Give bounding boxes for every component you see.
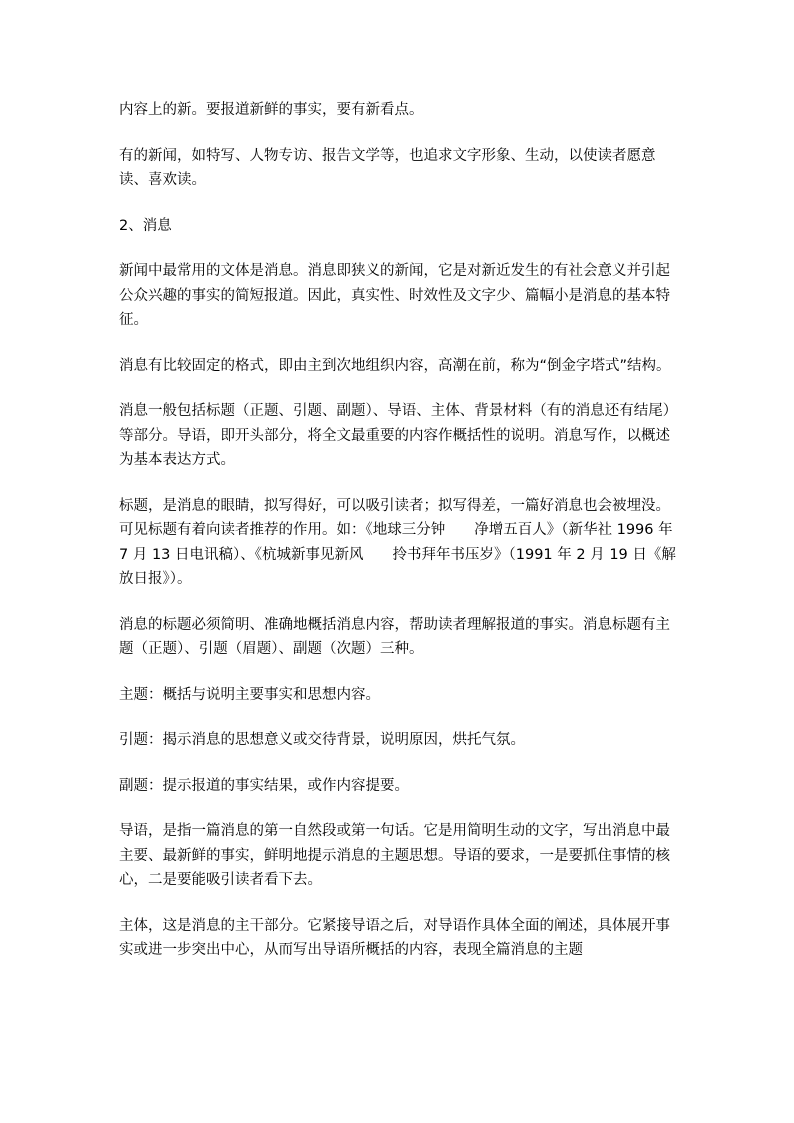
paragraph-title-role: 标题，是消息的眼睛，拟写得好，可以吸引读者；拟写得差，一篇好消息也会被埋没。可见标题有着向读者推荐的作用。如：《地球三分钟 净增五百人》（新华社 1996 年 7 月 13 日电讯稿）、《杭城新事见新风 拎书拜年书压岁》（1991 年 2 月 19 日《解放日报》）。 [119,497,678,587]
paragraph-message-definition: 新闻中最常用的文体是消息。消息即狭义的新闻，它是对新近发生的有社会意义并引起公众兴趣的事实的简短报道。因此，真实性、时效性及文字少、篇幅小是消息的基本特征。 [119,263,670,328]
paragraph-feature-writing: 有的新闻，如特写、人物专访、报告文学等，也追求文字形象、生动，以使读者愿意读、喜欢读。 [119,147,656,188]
paragraph-body: 主体，这是消息的主干部分。它紧接导语之后，对导语作具体全面的阐述，具体展开事实或进一步突出中心，从而写出导语所概括的内容，表现全篇消息的主题 [119,917,670,958]
paragraph-message-format: 消息有比较固定的格式，即由主到次地组织内容，高潮在前，称为“倒金字塔式”结构。 [119,357,671,374]
paragraph-message-parts: 消息一般包括标题（正题、引题、副题）、导语、主体、背景材料（有的消息还有结尾）等部分。导语，即开头部分，将全文最重要的内容作概括性的说明。消息写作，以概述为基本表达方式。 [119,403,678,468]
paragraph-lead-title: 引题：揭示消息的思想意义或交待背景，说明原因，烘托气氛。 [119,732,525,748]
paragraph-title-requirements: 消息的标题必须简明、准确地概括消息内容，帮助读者理解报道的事实。消息标题有主题（正题）、引题（眉题）、副题（次题）三种。 [119,616,670,657]
paragraph-lead: 导语，是指一篇消息的第一自然段或第一句话。它是用简明生动的文字，写出消息中最主要、最新鲜的事实，鲜明地提示消息的主题思想。导语的要求，一是要抓住事情的核心，二是要能吸引读者看下去。 [119,823,670,888]
paragraph-main-title: 主题：概括与说明主要事实和思想内容。 [119,686,380,703]
document-body [119,98,679,984]
section-heading-news-message: 2、消息 [119,217,172,234]
paragraph-subtitle: 副题：提示报道的事实结果，或作内容提要。 [119,777,409,794]
paragraph-news-novelty: 内容上的新。要报道新鲜的事实，要有新看点。 [119,102,424,118]
